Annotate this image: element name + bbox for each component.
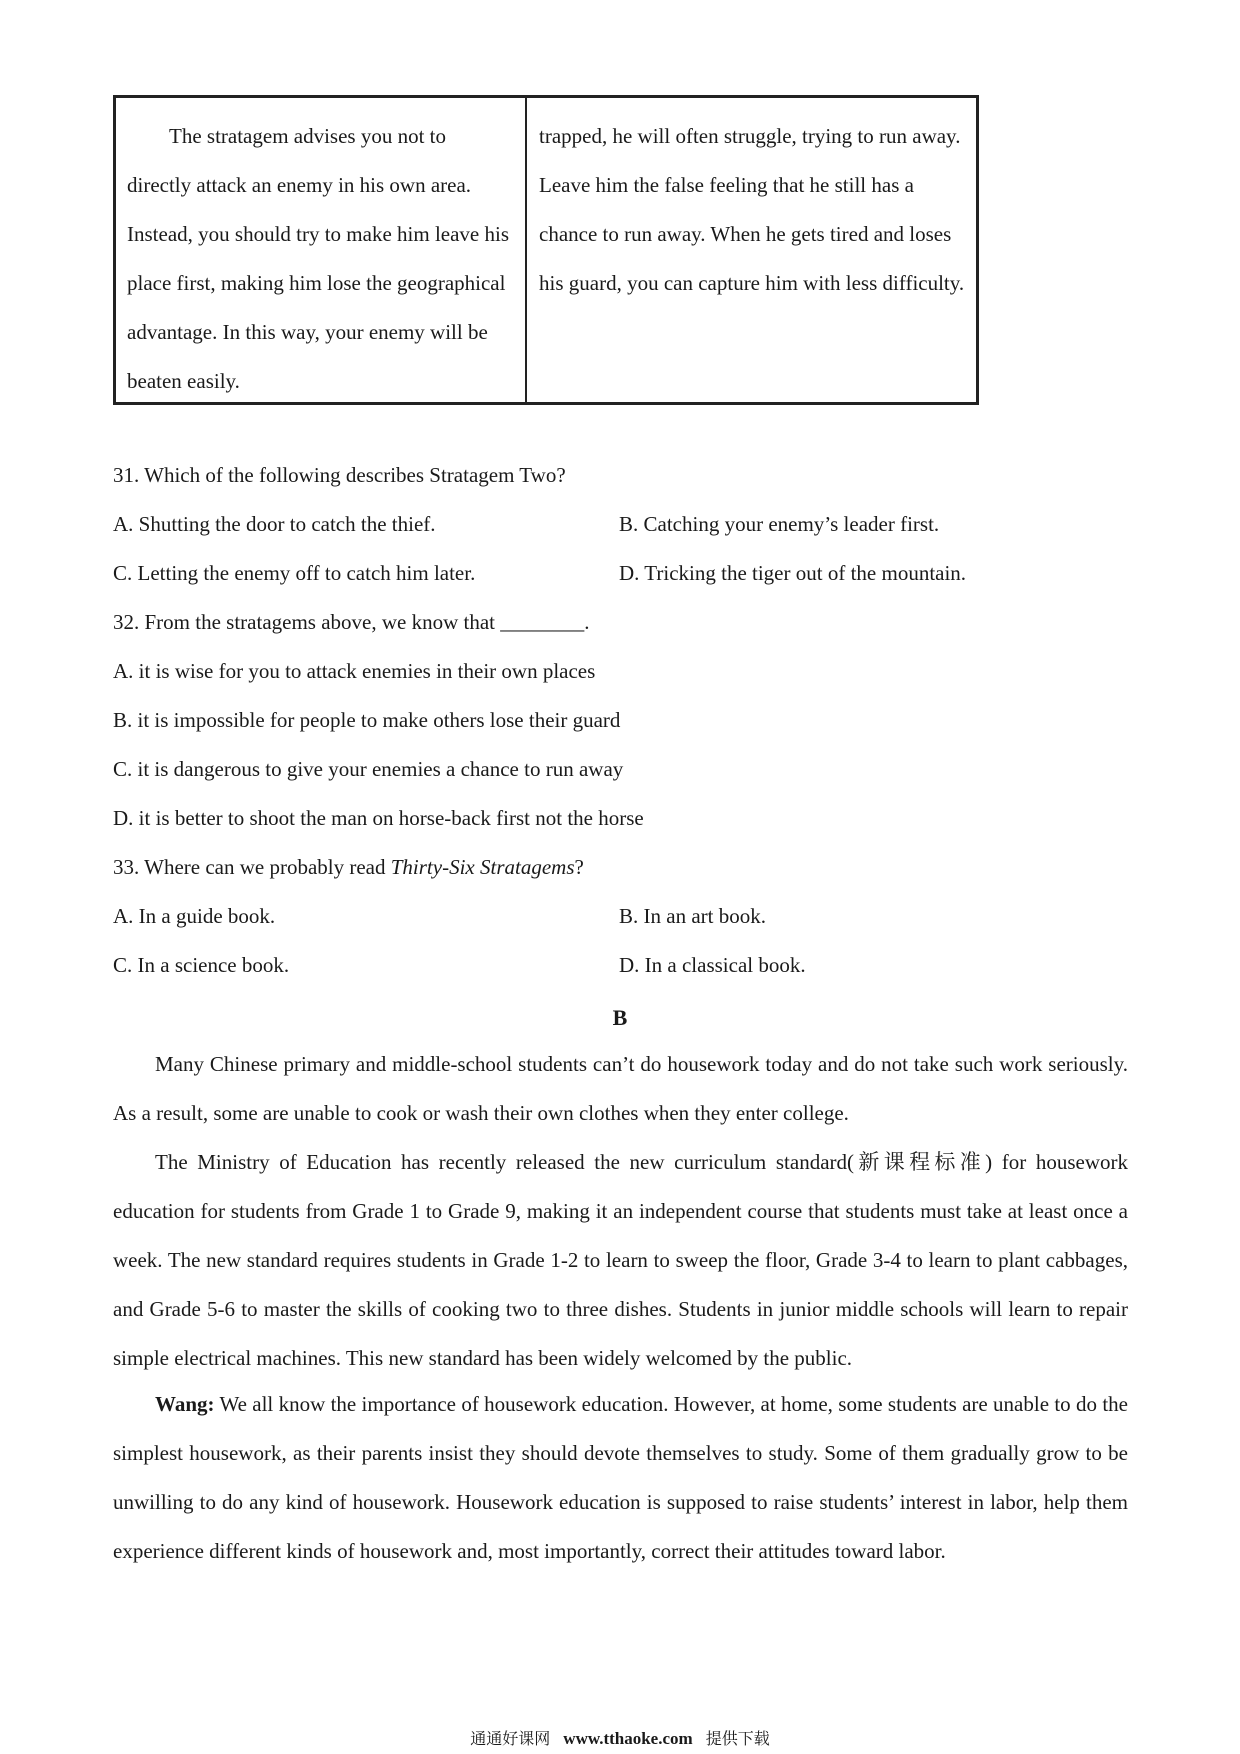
question-32-stem: 32. From the stratagems above, we know that ________. xyxy=(113,610,590,634)
book-title: Thirty-Six Stratagems xyxy=(390,855,575,879)
question-33-stem-prefix: 33. Where can we probably read xyxy=(113,855,391,879)
page-footer xyxy=(0,1726,1240,1749)
stratagem-cell-left: The stratagem advises you not to directly attack an enemy in his own area. Instead, you should try to make him leave his place first, making him lose the geographical advantage. In this way, your enemy will be beaten easily. xyxy=(116,98,527,402)
question-32-option-a: A. it is wise for you to attack enemies in their own places xyxy=(113,659,596,683)
footer-download-text: 提供下载 xyxy=(705,1729,770,1748)
stratagem-table xyxy=(113,95,979,405)
passage-paragraph-2: The Ministry of Education has recently released the new curriculum standard(新课程标准) for housework education for students from Grade 1 to Grade 9, making it an independent course that students must take at least once a week. The new standard requires students in Grade 1-2 to learn to sweep the floor, Grade 3-4 to learn to plant cabbages, and Grade 5-6 to master the skills of cooking two to three dishes. Students in junior middle schools will learn to repair simple electrical machines. This new standard has been widely welcomed by the public. xyxy=(113,1150,1128,1370)
question-32-option-d: D. it is better to shoot the man on horse-back first not the horse xyxy=(113,806,644,830)
question-33-option-d: D. In a classical book. xyxy=(619,953,806,977)
question-31-option-d: D. Tricking the tiger out of the mountain. xyxy=(619,561,967,585)
passage-paragraph-3 xyxy=(113,1380,1128,1576)
passage-paragraph-1: Many Chinese primary and middle-school students can’t do housework today and do not take such work seriously. As a result, some are unable to cook or wash their own clothes when they enter college. xyxy=(113,1052,1128,1125)
question-32-option-c: C. it is dangerous to give your enemies a chance to run away xyxy=(113,757,624,781)
footer-site-name: 通通好课网 xyxy=(470,1729,551,1748)
stratagem-cell-right: trapped, he will often struggle, trying to run away. Leave him the false feeling that he still has a chance to run away. When he gets tired and loses his guard, you can capture him with less difficulty. xyxy=(539,124,965,295)
question-33-stem-suffix: ? xyxy=(574,855,584,879)
question-33-option-b: B. In an art book. xyxy=(619,904,766,928)
question-31-option-a: A. Shutting the door to catch the thief. xyxy=(113,512,436,536)
question-33-option-a: A. In a guide book. xyxy=(113,904,276,928)
question-33-option-c: C. In a science book. xyxy=(113,953,290,977)
question-31-option-b: B. Catching your enemy’s leader first. xyxy=(619,512,940,536)
question-31-option-c: C. Letting the enemy off to catch him later. xyxy=(113,561,476,585)
footer-url-link[interactable]: www.tthaoke.com xyxy=(563,1729,693,1748)
question-33-stem xyxy=(113,855,584,880)
section-heading-b: B xyxy=(612,1005,628,1030)
speaker-label: Wang: xyxy=(155,1392,215,1416)
speaker-text: We all know the importance of housework education. However, at home, some students are unable to do the simplest housework, as their parents insist they should devote themselves to study. Some of them gradually grow to be unwilling to do any kind of housework. Housework education is supposed to raise students’ interest in labor, help them experience different kinds of housework and, most importantly, correct their attitudes toward labor. xyxy=(113,1392,1128,1563)
question-32-option-b: B. it is impossible for people to make others lose their guard xyxy=(113,708,621,732)
question-31-stem: 31. Which of the following describes Stratagem Two? xyxy=(113,463,566,487)
